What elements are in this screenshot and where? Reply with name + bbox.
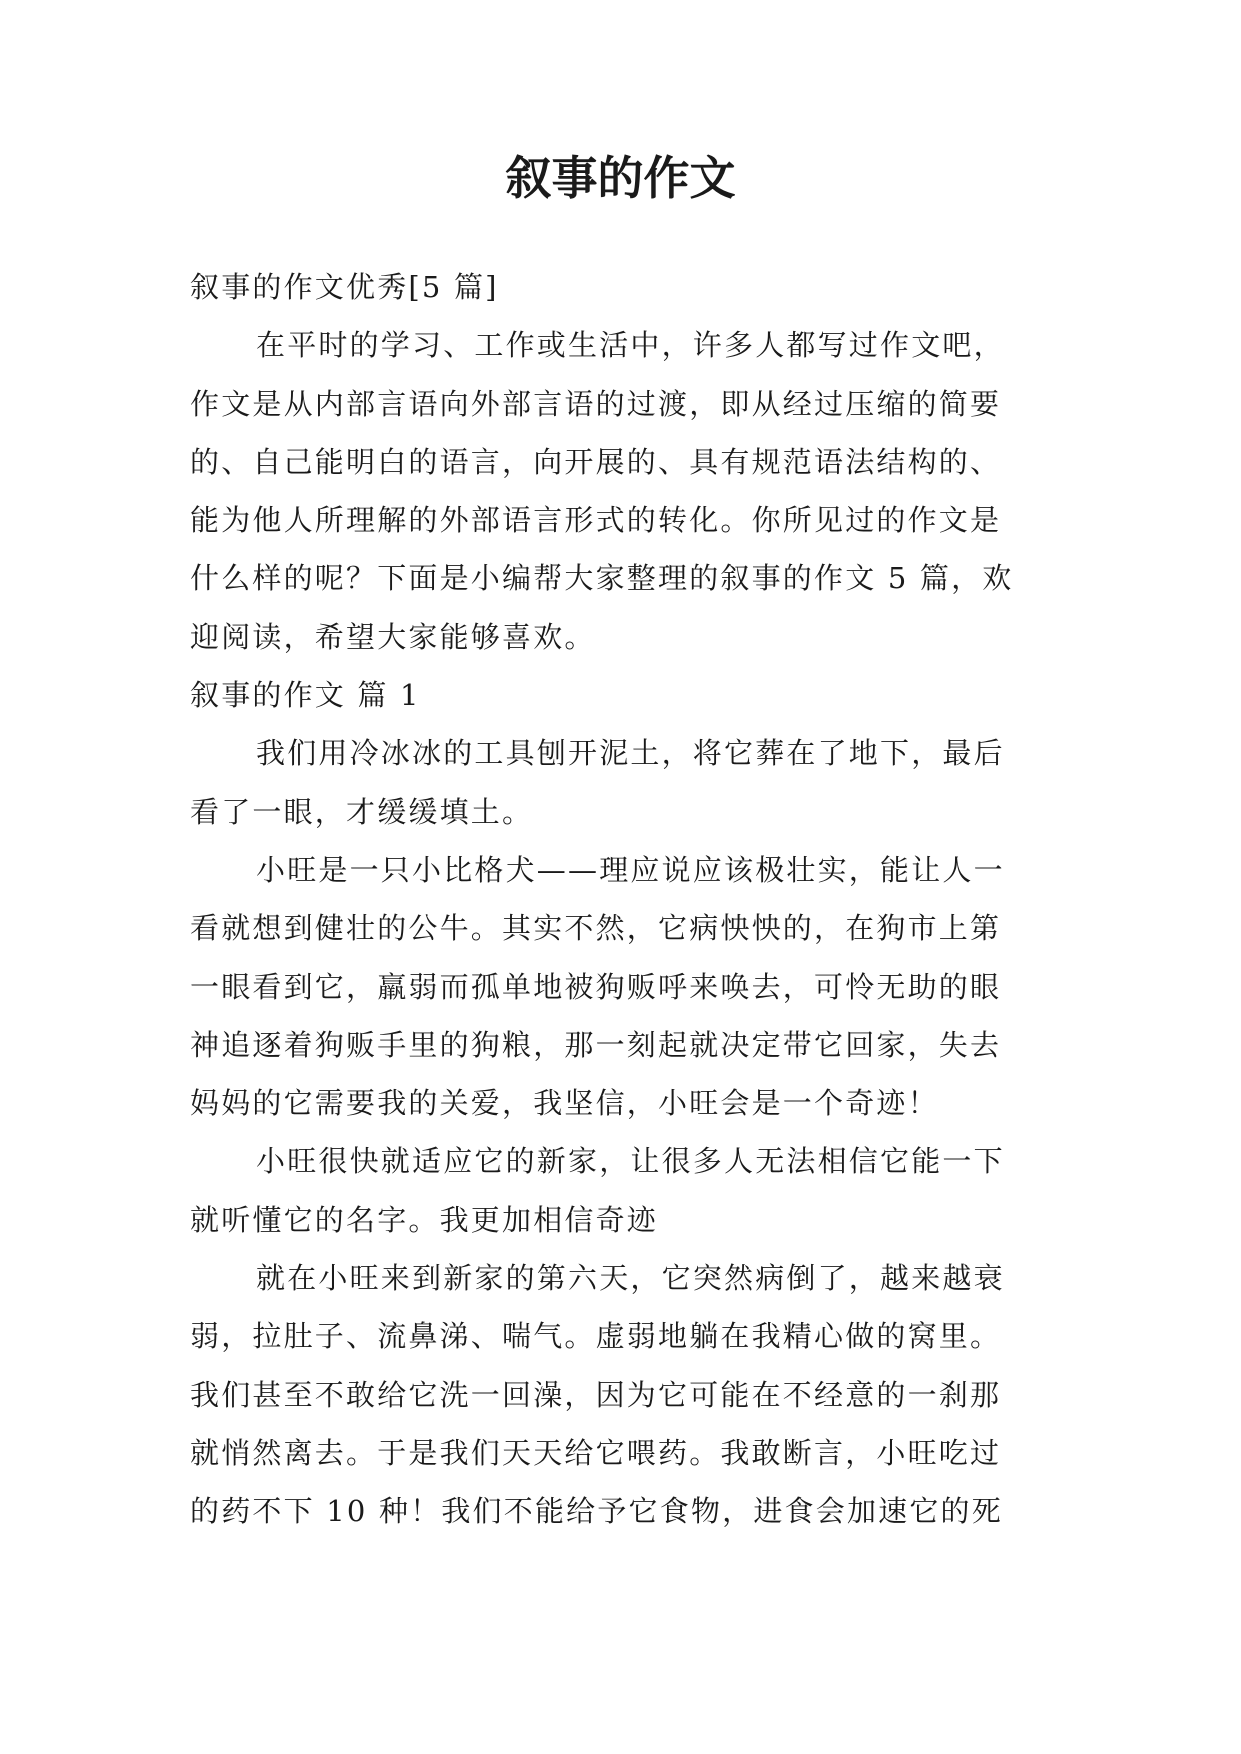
- text-line: 神追逐着狗贩手里的狗粮，那一刻起就决定带它回家，失去: [190, 1027, 1002, 1062]
- text-line: 就听懂它的名字。我更加相信奇迹: [190, 1202, 659, 1237]
- text-line: 我们甚至不敢给它洗一回澡，因为它可能在不经意的一刹那: [190, 1377, 1002, 1412]
- text-line: 看就想到健壮的公牛。其实不然，它病怏怏的，在狗市上第: [190, 911, 1002, 946]
- text-line: 叙事的作文优秀[5 篇]: [190, 270, 499, 304]
- text-line: 的药不下 10 种！我们不能给予它食物，进食会加速它的死: [190, 1494, 1003, 1529]
- text-line: 妈妈的它需要我的关爱，我坚信，小旺会是一个奇迹！: [190, 1086, 939, 1121]
- text-line: 什么样的呢？下面是小编帮大家整理的叙事的作文 5 篇，欢: [190, 561, 1014, 596]
- page-title: 叙事的作文: [505, 151, 736, 205]
- text-line: 一眼看到它，羸弱而孤单地被狗贩呼来唤去，可怜无助的眼: [190, 969, 1002, 1004]
- text-line: 迎阅读，希望大家能够喜欢。: [190, 619, 596, 654]
- text-line: 就在小旺来到新家的第六天，它突然病倒了，越来越衰: [256, 1261, 1005, 1296]
- text-line: 就悄然离去。于是我们天天给它喂药。我敢断言，小旺吃过: [190, 1435, 1002, 1470]
- document-body: [190, 258, 1070, 1541]
- text-line: 我们用冷冰冰的工具刨开泥土，将它葬在了地下，最后: [256, 736, 1005, 771]
- text-line: 小旺是一只小比格犬——理应说应该极壮实，能让人一: [256, 852, 1005, 887]
- text-line: 小旺很快就适应它的新家，让很多人无法相信它能一下: [256, 1144, 1005, 1179]
- text-line: 能为他人所理解的外部语言形式的转化。你所见过的作文是: [190, 503, 1002, 538]
- text-line: 在平时的学习、工作或生活中，许多人都写过作文吧，: [256, 328, 1005, 363]
- text-line: 弱，拉肚子、流鼻涕、喘气。虚弱地躺在我精心做的窝里。: [190, 1319, 1002, 1354]
- text-line: 看了一眼，才缓缓填土。: [190, 794, 534, 829]
- text-line: 叙事的作文 篇 1: [190, 678, 421, 713]
- text-line: 作文是从内部言语向外部言语的过渡，即从经过压缩的简要: [190, 386, 1002, 421]
- text-line: 的、自己能明白的语言，向开展的、具有规范语法结构的、: [190, 444, 1002, 479]
